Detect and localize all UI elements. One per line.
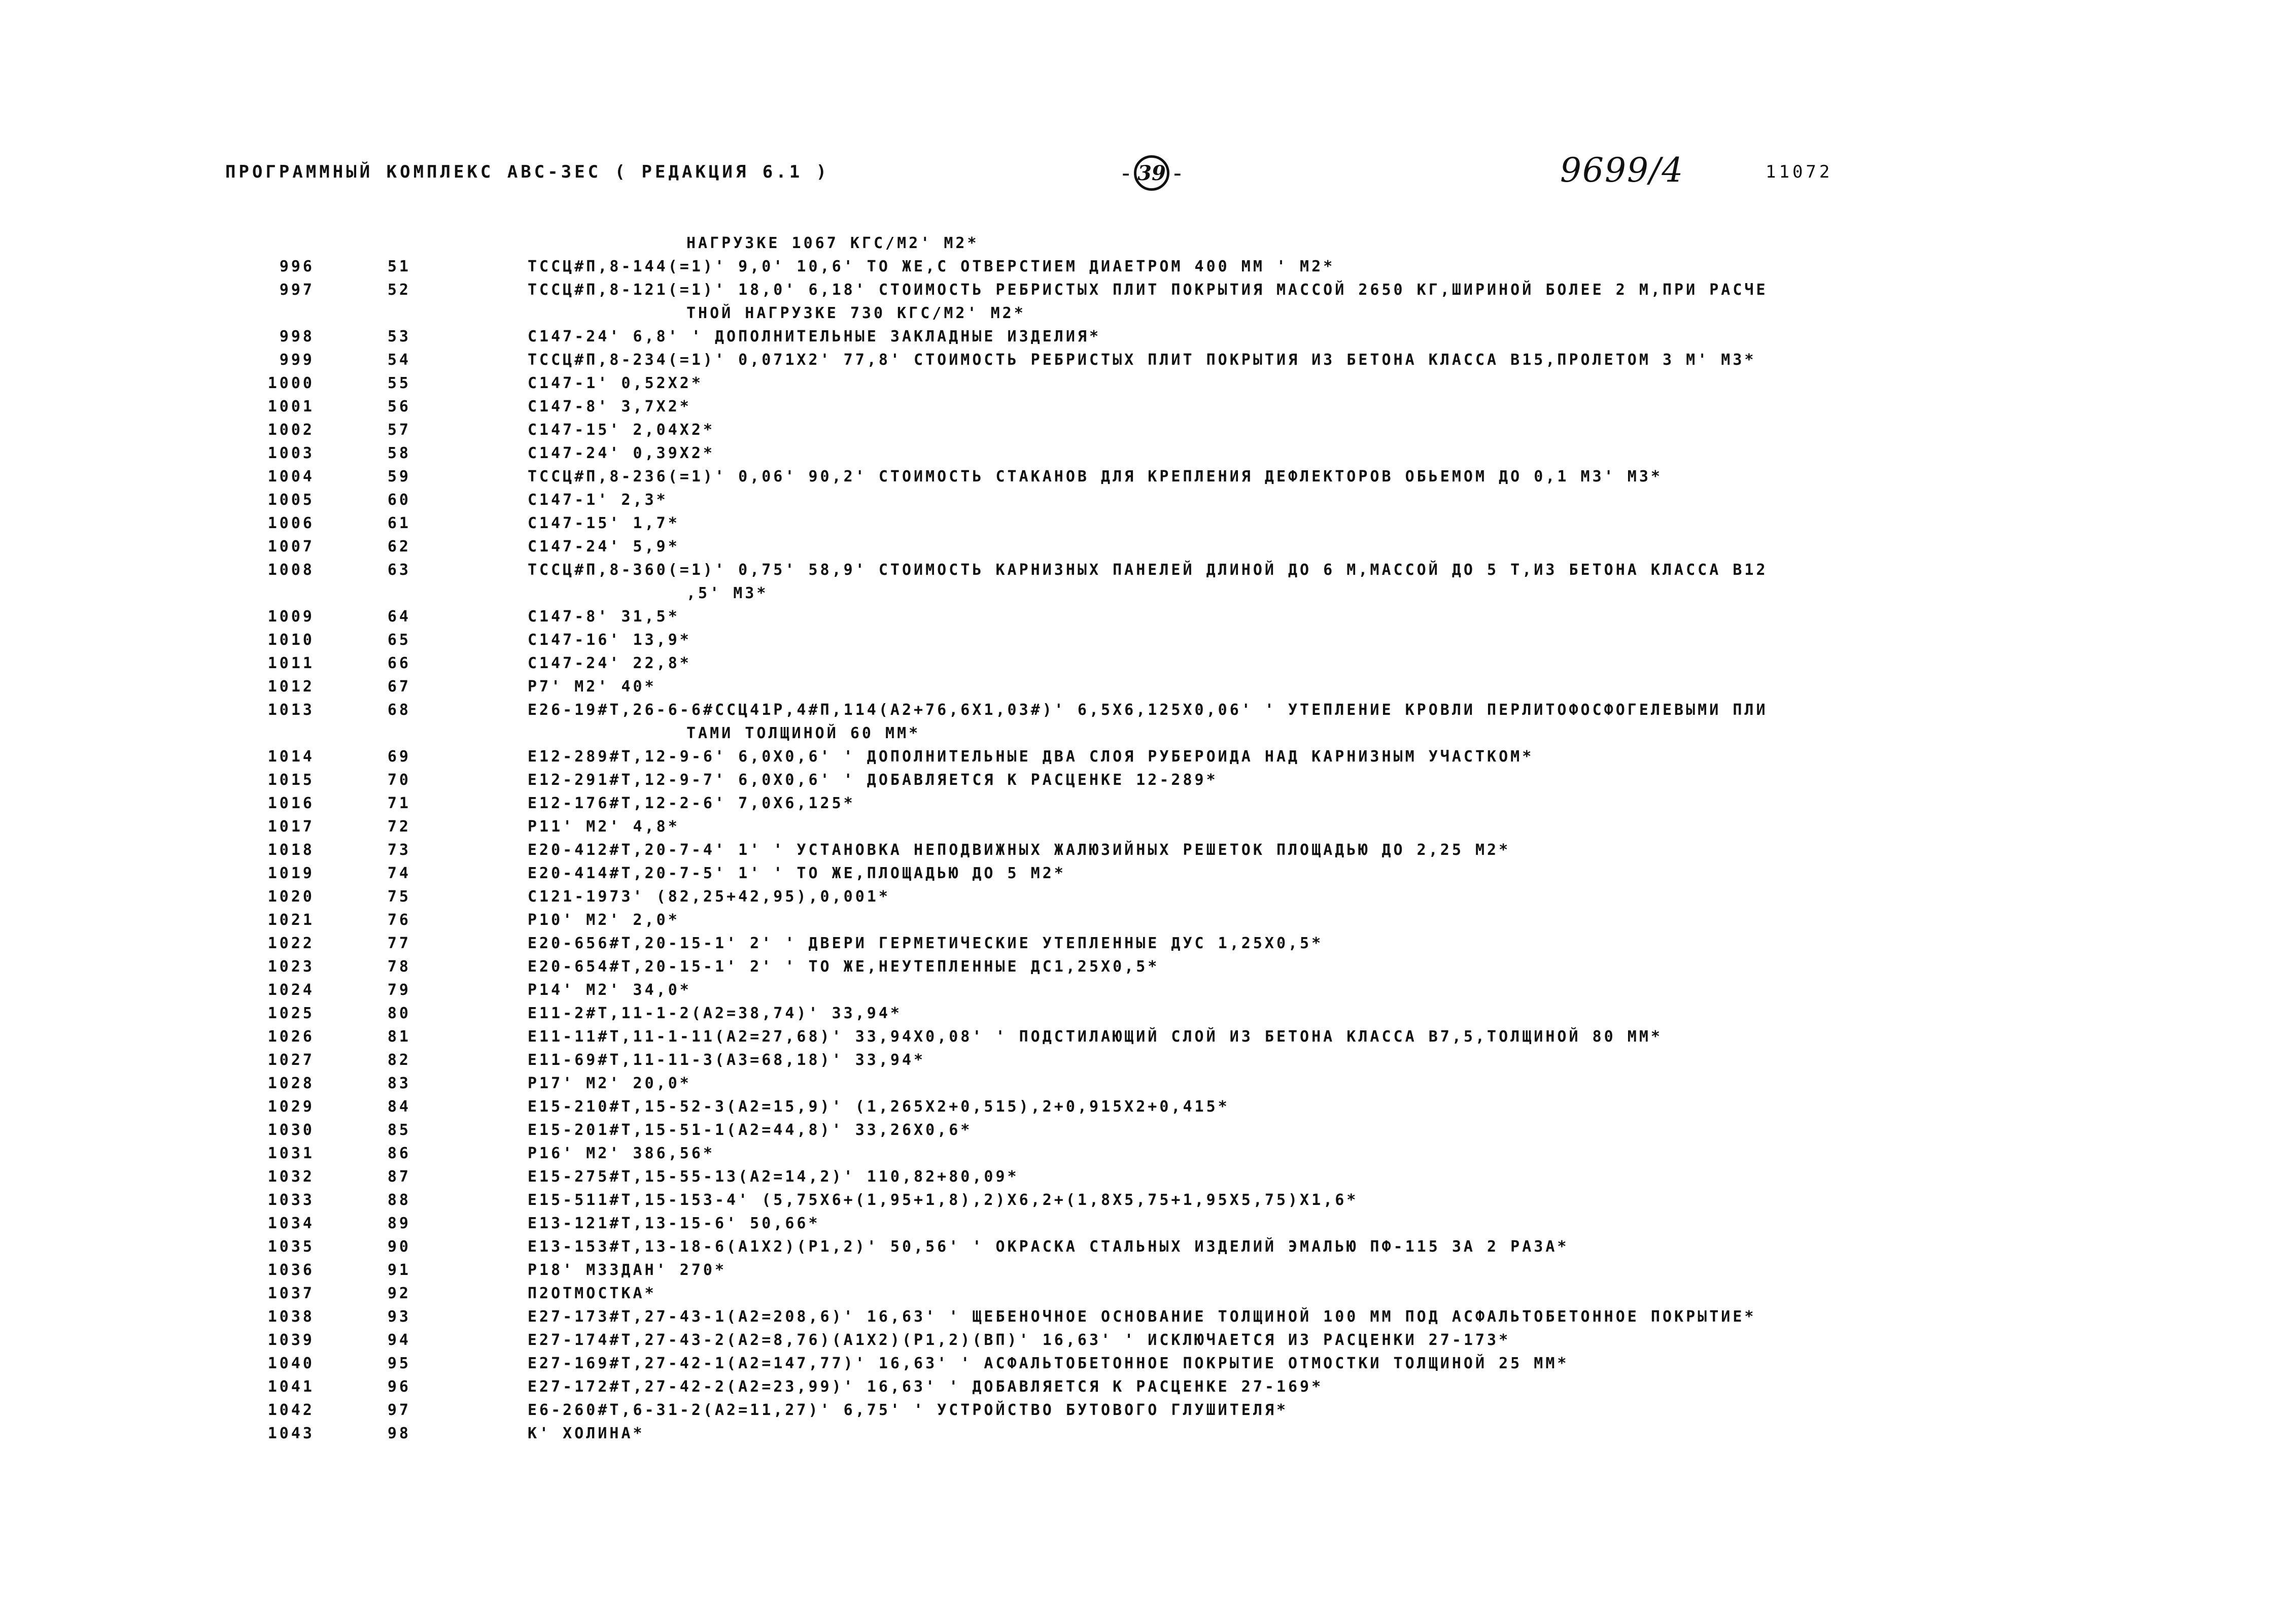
- line-number: 1000: [267, 374, 315, 392]
- line-number: 1017: [267, 818, 315, 836]
- sequence-number: 58: [387, 444, 411, 462]
- line-text: Е12-291#Т,12-9-7' 6,0Х0,6' ' ДОБАВЛЯЕТСЯ К РАСЦЕНКЕ 12-289*: [528, 771, 1218, 789]
- line-text: Р18' М3ЗДАН' 270*: [528, 1261, 727, 1279]
- listing-line: [0, 559, 2281, 582]
- line-text: К' ХОЛИНА*: [528, 1425, 645, 1442]
- sequence-number: 96: [387, 1378, 411, 1396]
- line-text: ТАМИ ТОЛЩИНОЙ 60 ММ*: [686, 724, 921, 742]
- listing-line: [0, 1305, 2281, 1329]
- listing-line: [0, 815, 2281, 839]
- line-number: 1028: [267, 1075, 315, 1092]
- line-number: 1013: [267, 701, 315, 719]
- listing-line: [0, 1072, 2281, 1095]
- line-text: Е6-260#Т,6-31-2(А2=11,27)' 6,75' ' УСТРОЙСТВО БУТОВОГО ГЛУШИТЕЛЯ*: [528, 1401, 1288, 1419]
- page-number-mark: [1119, 155, 1185, 191]
- line-text: ТССЦ#П,8-121(=1)' 18,0' 6,18' СТОИМОСТЬ РЕБРИСТЫХ ПЛИТ ПОКРЫТИЯ МАССОЙ 2650 КГ,ШИРИНОЙ БОЛЕЕ 2 М,ПРИ РАСЧЕ: [528, 281, 1768, 299]
- listing-continuation-line: [0, 232, 2281, 255]
- sequence-number: 85: [387, 1121, 411, 1139]
- line-number: 1043: [267, 1425, 315, 1442]
- line-number: 1024: [267, 981, 315, 999]
- page-number-dash-left: -: [1119, 159, 1133, 187]
- sequence-number: 94: [387, 1331, 411, 1349]
- line-text: С147-16' 13,9*: [528, 631, 692, 649]
- line-number: 1035: [267, 1238, 315, 1256]
- line-number: 1022: [267, 935, 315, 952]
- sequence-number: 80: [387, 1005, 411, 1022]
- line-text: С147-1' 0,52Х2*: [528, 374, 703, 392]
- line-text: С147-24' 6,8' ' ДОПОЛНИТЕЛЬНЫЕ ЗАКЛАДНЫЕ ИЗДЕЛИЯ*: [528, 328, 1101, 345]
- sequence-number: 65: [387, 631, 411, 649]
- page-number-dash-right: -: [1170, 159, 1185, 187]
- line-number: 998: [279, 328, 315, 345]
- line-text: С147-24' 0,39Х2*: [528, 444, 715, 462]
- sequence-number: 78: [387, 958, 411, 976]
- listing-line: [0, 1352, 2281, 1375]
- line-text: С147-24' 5,9*: [528, 538, 680, 556]
- line-text: Е12-176#Т,12-2-6' 7,0Х6,125*: [528, 794, 855, 812]
- listing-continuation-line: [0, 722, 2281, 745]
- listing-line: [0, 1049, 2281, 1072]
- line-text: Р11' М2' 4,8*: [528, 818, 680, 836]
- line-number: 1008: [267, 561, 315, 579]
- line-text: Е15-210#Т,15-52-3(А2=15,9)' (1,265Х2+0,515),2+0,915Х2+0,415*: [528, 1098, 1230, 1116]
- line-text: С147-8' 31,5*: [528, 608, 680, 626]
- sequence-number: 97: [387, 1401, 411, 1419]
- line-text: С147-24' 22,8*: [528, 654, 692, 672]
- line-number: 1030: [267, 1121, 315, 1139]
- line-text: Е13-121#Т,13-15-6' 50,66*: [528, 1215, 820, 1232]
- line-number: 1020: [267, 888, 315, 906]
- line-text: Р14' М2' 34,0*: [528, 981, 692, 999]
- line-text: Е15-275#Т,15-55-13(А2=14,2)' 110,82+80,09*: [528, 1168, 1019, 1186]
- line-text: ТССЦ#П,8-144(=1)' 9,0' 10,6' ТО ЖЕ,С ОТВЕРСТИЕМ ДИАЕТРОМ 400 ММ ' М2*: [528, 258, 1335, 275]
- sequence-number: 70: [387, 771, 411, 789]
- listing-continuation-line: [0, 582, 2281, 605]
- listing-line: [0, 909, 2281, 932]
- line-text: П2ОТМОСТКА*: [528, 1285, 656, 1302]
- line-text: Р17' М2' 20,0*: [528, 1075, 692, 1092]
- listing-line: [0, 419, 2281, 442]
- sequence-number: 88: [387, 1191, 411, 1209]
- listing-line: [0, 979, 2281, 1002]
- listing-body: [0, 232, 2281, 1445]
- line-number: 1023: [267, 958, 315, 976]
- listing-line: [0, 395, 2281, 419]
- line-number: 1037: [267, 1285, 315, 1302]
- sequence-number: 69: [387, 748, 411, 766]
- listing-line: [0, 1095, 2281, 1119]
- line-number: 1039: [267, 1331, 315, 1349]
- line-number: 1014: [267, 748, 315, 766]
- listing-line: [0, 442, 2281, 465]
- sequence-number: 67: [387, 678, 411, 696]
- line-text: Е11-69#Т,11-11-3(А3=68,18)' 33,94*: [528, 1051, 926, 1069]
- sequence-number: 72: [387, 818, 411, 836]
- listing-line: [0, 675, 2281, 699]
- listing-line: [0, 349, 2281, 372]
- line-text: ТССЦ#П,8-360(=1)' 0,75' 58,9' СТОИМОСТЬ КАРНИЗНЫХ ПАНЕЛЕЙ ДЛИНОЙ ДО 6 М,МАССОЙ ДО 5 Т,ИЗ БЕТОНА КЛАССА В12: [528, 561, 1768, 579]
- line-number: 1012: [267, 678, 315, 696]
- line-number: 1041: [267, 1378, 315, 1396]
- line-number: 1036: [267, 1261, 315, 1279]
- sequence-number: 73: [387, 841, 411, 859]
- line-text: С147-15' 2,04Х2*: [528, 421, 715, 439]
- sequence-number: 53: [387, 328, 411, 345]
- line-number: 1019: [267, 865, 315, 882]
- line-number: 1031: [267, 1145, 315, 1162]
- listing-line: [0, 605, 2281, 629]
- listing-line: [0, 862, 2281, 885]
- line-text: С147-8' 3,7Х2*: [528, 398, 692, 416]
- listing-continuation-line: [0, 302, 2281, 325]
- listing-line: [0, 1119, 2281, 1142]
- line-number: 1001: [267, 398, 315, 416]
- listing-line: [0, 1282, 2281, 1305]
- sequence-number: 86: [387, 1145, 411, 1162]
- line-text: Р10' М2' 2,0*: [528, 911, 680, 929]
- line-number: 1009: [267, 608, 315, 626]
- line-text: Е26-19#Т,26-6-6#ССЦ41Р,4#П,114(А2+76,6Х1,03#)' 6,5Х6,125Х0,06' ' УТЕПЛЕНИЕ КРОВЛИ ПЕРЛИТОФОСФОГЕЛЕВЫМИ ПЛИ: [528, 701, 1768, 719]
- sequence-number: 76: [387, 911, 411, 929]
- sequence-number: 68: [387, 701, 411, 719]
- sequence-number: 83: [387, 1075, 411, 1092]
- sequence-number: 74: [387, 865, 411, 882]
- line-number: 1007: [267, 538, 315, 556]
- line-text: Е20-656#Т,20-15-1' 2' ' ДВЕРИ ГЕРМЕТИЧЕСКИЕ УТЕПЛЕННЫЕ ДУС 1,25Х0,5*: [528, 935, 1324, 952]
- line-text: Е27-174#Т,27-43-2(А2=8,76)(А1Х2)(Р1,2)(ВП)' 16,63' ' ИСКЛЮЧАЕТСЯ ИЗ РАСЦЕНКИ 27-173*: [528, 1331, 1511, 1349]
- line-text: НАГРУЗКЕ 1067 КГС/М2' М2*: [686, 234, 979, 252]
- listing-line: [0, 1212, 2281, 1235]
- page-number: 39: [1134, 155, 1169, 191]
- line-text: Е15-511#Т,15-153-4' (5,75Х6+(1,95+1,8),2)Х6,2+(1,8Х5,75+1,95Х5,75)Х1,6*: [528, 1191, 1359, 1209]
- listing-line: [0, 325, 2281, 349]
- line-number: 1021: [267, 911, 315, 929]
- listing-line: [0, 1399, 2281, 1422]
- listing-line: [0, 1165, 2281, 1189]
- sequence-number: 57: [387, 421, 411, 439]
- line-text: Е20-412#Т,20-7-4' 1' ' УСТАНОВКА НЕПОДВИЖНЫХ ЖАЛЮЗИЙНЫХ РЕШЕТОК ПЛОЩАДЬЮ ДО 2,25 М2*: [528, 841, 1511, 859]
- line-text: Е27-169#Т,27-42-1(А2=147,77)' 16,63' ' АСФАЛЬТОБЕТОННОЕ ПОКРЫТИЕ ОТМОСТКИ ТОЛЩИНОЙ 25 ММ*: [528, 1355, 1569, 1372]
- line-text: Е27-173#Т,27-43-1(А2=208,6)' 16,63' ' ЩЕБЕНОЧНОЕ ОСНОВАНИЕ ТОЛЩИНОЙ 100 ММ ПОД АСФАЛЬТОБЕТОННОЕ ПОКРЫТИЕ*: [528, 1308, 1756, 1326]
- line-text: Е12-289#Т,12-9-6' 6,0Х0,6' ' ДОПОЛНИТЕЛЬНЫЕ ДВА СЛОЯ РУБЕРОИДА НАД КАРНИЗНЫМ УЧАСТКОМ*: [528, 748, 1534, 766]
- line-text: ТССЦ#П,8-236(=1)' 0,06' 90,2' СТОИМОСТЬ СТАКАНОВ ДЛЯ КРЕПЛЕНИЯ ДЕФЛЕКТОРОВ ОБЬЕМОМ ДО 0,1 М3' М3*: [528, 468, 1663, 486]
- line-number: 1029: [267, 1098, 315, 1116]
- sequence-number: 71: [387, 794, 411, 812]
- line-text: Е15-201#Т,15-51-1(А2=44,8)' 33,26Х0,6*: [528, 1121, 973, 1139]
- listing-line: [0, 652, 2281, 675]
- listing-line: [0, 1002, 2281, 1025]
- listing-line: [0, 769, 2281, 792]
- sequence-number: 56: [387, 398, 411, 416]
- listing-line: [0, 1025, 2281, 1049]
- sequence-number: 95: [387, 1355, 411, 1372]
- line-number: 1002: [267, 421, 315, 439]
- sequence-number: 84: [387, 1098, 411, 1116]
- listing-line: [0, 535, 2281, 559]
- sequence-number: 75: [387, 888, 411, 906]
- line-number: 999: [279, 351, 315, 369]
- listing-line: [0, 1375, 2281, 1399]
- sequence-number: 81: [387, 1028, 411, 1046]
- sequence-number: 93: [387, 1308, 411, 1326]
- listing-line: [0, 255, 2281, 279]
- line-text: ТССЦ#П,8-234(=1)' 0,071Х2' 77,8' СТОИМОСТЬ РЕБРИСТЫХ ПЛИТ ПОКРЫТИЯ ИЗ БЕТОНА КЛАССА В15,ПРОЛЕТОМ 3 М' М3*: [528, 351, 1756, 369]
- line-number: 1015: [267, 771, 315, 789]
- sequence-number: 51: [387, 258, 411, 275]
- line-number: 1018: [267, 841, 315, 859]
- program-title: ПРОГРАММНЫЙ КОМПЛЕКС АВС-3ЕС ( РЕДАКЦИЯ 6.1 ): [225, 162, 830, 182]
- listing-line: [0, 932, 2281, 955]
- sequence-number: 52: [387, 281, 411, 299]
- listing-line: [0, 279, 2281, 302]
- line-number: 1026: [267, 1028, 315, 1046]
- line-text: Р7' М2' 40*: [528, 678, 656, 696]
- line-number: 1004: [267, 468, 315, 486]
- sequence-number: 62: [387, 538, 411, 556]
- line-number: 1038: [267, 1308, 315, 1326]
- page-header: [0, 151, 2281, 200]
- line-text: ТНОЙ НАГРУЗКЕ 730 КГС/М2' М2*: [686, 304, 1026, 322]
- sequence-number: 90: [387, 1238, 411, 1256]
- listing-line: [0, 699, 2281, 722]
- document-number: 9699/4: [1560, 151, 1684, 190]
- listing-line: [0, 489, 2281, 512]
- line-text: Е11-11#Т,11-1-11(А2=27,68)' 33,94Х0,08' ' ПОДСТИЛАЮЩИЙ СЛОЙ ИЗ БЕТОНА КЛАССА В7,5,ТОЛЩИНОЙ 80 ММ*: [528, 1028, 1663, 1046]
- sequence-number: 55: [387, 374, 411, 392]
- sequence-number: 66: [387, 654, 411, 672]
- line-number: 1033: [267, 1191, 315, 1209]
- sequence-number: 61: [387, 514, 411, 532]
- listing-line: [0, 1422, 2281, 1445]
- sequence-number: 63: [387, 561, 411, 579]
- line-number: 1016: [267, 794, 315, 812]
- line-text: С121-1973' (82,25+42,95),0,001*: [528, 888, 890, 906]
- document-code: 11072: [1766, 162, 1833, 182]
- listing-line: [0, 1189, 2281, 1212]
- line-number: 1032: [267, 1168, 315, 1186]
- line-number: 1025: [267, 1005, 315, 1022]
- sequence-number: 92: [387, 1285, 411, 1302]
- line-number: 997: [279, 281, 315, 299]
- listing-line: [0, 1142, 2281, 1165]
- line-text: Е20-414#Т,20-7-5' 1' ' ТО ЖЕ,ПЛОЩАДЬЮ ДО 5 М2*: [528, 865, 1066, 882]
- sequence-number: 98: [387, 1425, 411, 1442]
- listing-line: [0, 745, 2281, 769]
- line-number: 1003: [267, 444, 315, 462]
- line-number: 1034: [267, 1215, 315, 1232]
- line-text: Р16' М2' 386,56*: [528, 1145, 715, 1162]
- sequence-number: 64: [387, 608, 411, 626]
- line-text: Е11-2#Т,11-1-2(А2=38,74)' 33,94*: [528, 1005, 902, 1022]
- sequence-number: 59: [387, 468, 411, 486]
- sequence-number: 87: [387, 1168, 411, 1186]
- line-text: С147-1' 2,3*: [528, 491, 668, 509]
- listing-line: [0, 465, 2281, 489]
- line-number: 1006: [267, 514, 315, 532]
- line-number: 1040: [267, 1355, 315, 1372]
- line-number: 996: [279, 258, 315, 275]
- sequence-number: 54: [387, 351, 411, 369]
- listing-line: [0, 372, 2281, 395]
- listing-line: [0, 885, 2281, 909]
- listing-line: [0, 1235, 2281, 1259]
- sequence-number: 79: [387, 981, 411, 999]
- listing-line: [0, 1329, 2281, 1352]
- line-number: 1011: [267, 654, 315, 672]
- sequence-number: 89: [387, 1215, 411, 1232]
- listing-line: [0, 955, 2281, 979]
- listing-line: [0, 1259, 2281, 1282]
- line-number: 1005: [267, 491, 315, 509]
- line-text: С147-15' 1,7*: [528, 514, 680, 532]
- line-text: Е13-153#Т,13-18-6(А1Х2)(Р1,2)' 50,56' ' ОКРАСКА СТАЛЬНЫХ ИЗДЕЛИЙ ЭМАЛЬЮ ПФ-115 ЗА 2 РАЗА*: [528, 1238, 1569, 1256]
- sequence-number: 82: [387, 1051, 411, 1069]
- listing-line: [0, 512, 2281, 535]
- line-number: 1027: [267, 1051, 315, 1069]
- sequence-number: 91: [387, 1261, 411, 1279]
- sequence-number: 77: [387, 935, 411, 952]
- line-text: Е27-172#Т,27-42-2(А2=23,99)' 16,63' ' ДОБАВЛЯЕТСЯ К РАСЦЕНКЕ 27-169*: [528, 1378, 1324, 1396]
- line-number: 1010: [267, 631, 315, 649]
- sequence-number: 60: [387, 491, 411, 509]
- line-text: ,5' М3*: [686, 584, 769, 602]
- line-number: 1042: [267, 1401, 315, 1419]
- line-text: Е20-654#Т,20-15-1' 2' ' ТО ЖЕ,НЕУТЕПЛЕННЫЕ ДС1,25Х0,5*: [528, 958, 1160, 976]
- listing-line: [0, 792, 2281, 815]
- listing-line: [0, 629, 2281, 652]
- listing-line: [0, 839, 2281, 862]
